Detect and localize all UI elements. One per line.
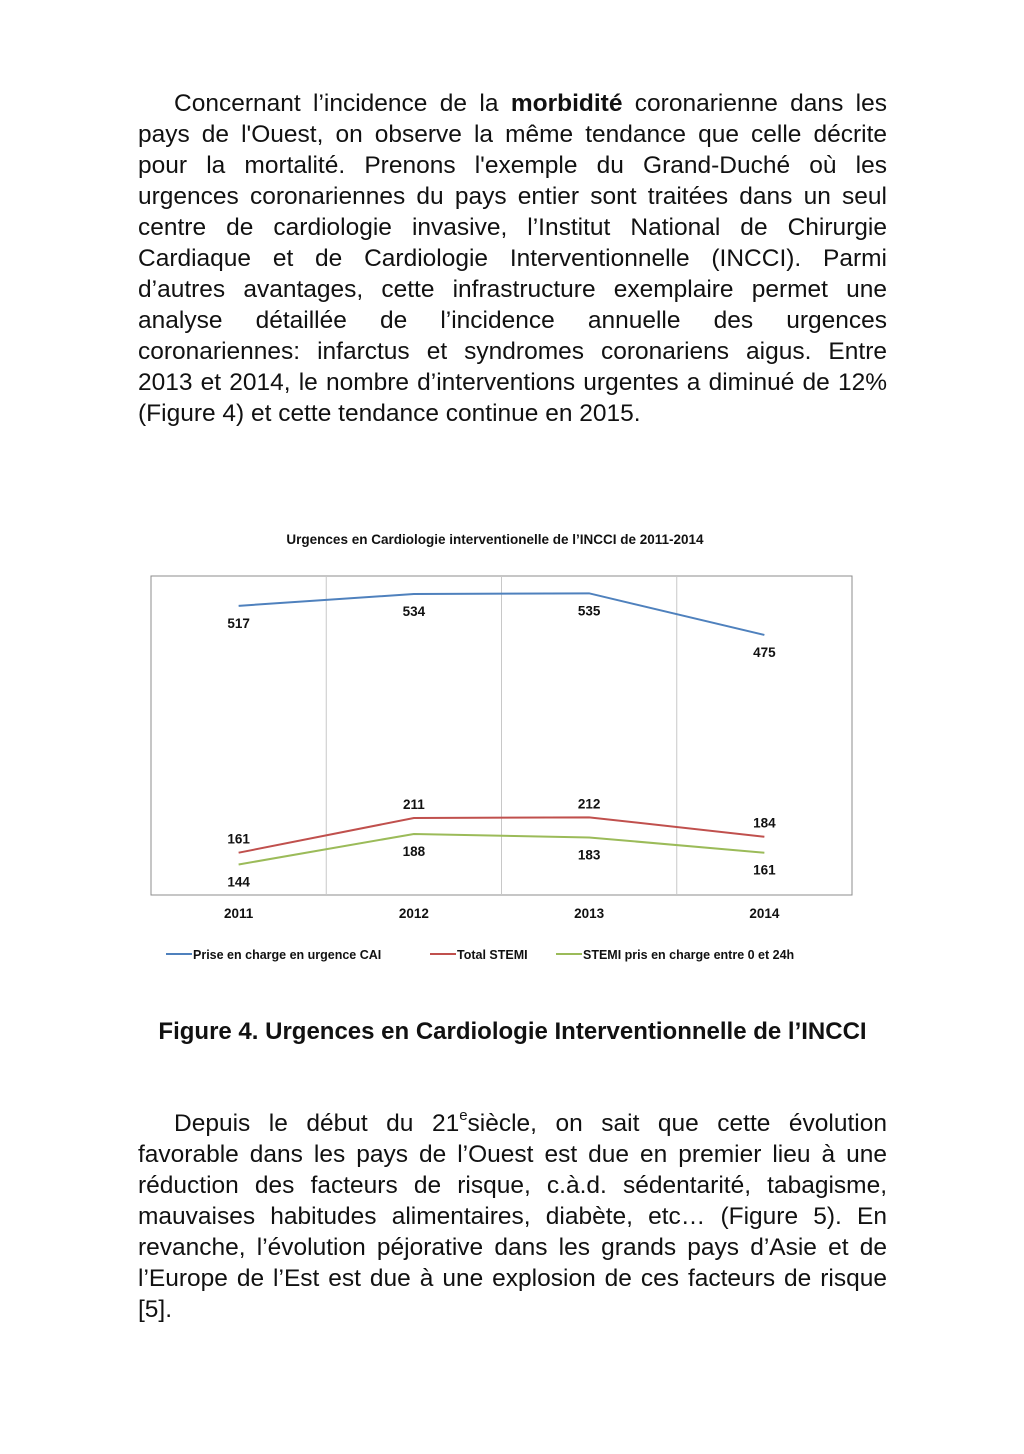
line-chart: [0, 560, 1024, 980]
data-label: 161: [753, 862, 776, 878]
intro-paragraph: [138, 88, 887, 429]
x-tick-label: 2014: [749, 906, 780, 921]
paragraph-text: coronarienne dans les pays de l'Ouest, on observe la même tendance que celle décrite pour la mortalité. Prenons l'exemple du Grand-Duché où les urgences coronariennes du pays entier sont traitées dans un seul centre de cardiologie invasive, l’Institut National de Chirurgie Cardiaque et de Cardiologie Interventionnelle (INCCI). Parmi d’autres avantages, cette infrastructure exemplaire permet une analyse détaillée de l’incidence annuelle des urgences coronariennes: infarctus et syndromes coronariens aigus. Entre 2013 et 2014, le nombre d’interventions urgentes a diminué de 12% (Figure 4) et cette tendance continue en 2015.: [138, 90, 887, 427]
superscript: e: [459, 1107, 468, 1124]
data-label: 184: [753, 815, 776, 831]
data-label: 183: [577, 847, 601, 863]
x-tick-label: 2011: [223, 906, 254, 921]
data-label: 212: [577, 796, 601, 812]
paragraph-text: Concernant l’incidence de la: [174, 90, 511, 117]
paragraph-text: Depuis le début du 21: [174, 1110, 460, 1137]
data-label: 475: [753, 644, 776, 660]
chart-title: Urgences en Cardiologie interventionelle de l’INCCI de 2011-2014: [286, 532, 704, 547]
data-label: 188: [402, 843, 426, 859]
data-label: 535: [577, 603, 601, 619]
bold-term: morbidité: [510, 90, 623, 117]
data-label: 161: [227, 831, 250, 847]
legend-label: Total STEMI: [457, 948, 528, 962]
figure-caption: Figure 4. Urgences en Cardiologie Interventionnelle de l’INCCI: [158, 1018, 867, 1045]
data-label: 517: [227, 615, 250, 631]
data-label: 211: [402, 797, 425, 813]
paragraph-text: siècle, on sait que cette évolution favorable dans les pays de l’Ouest est due en premier lieu à une réduction des facteurs de risque, c.à.d. sédentarité, tabagisme, mauvaises habitudes alimentaires, diabète, etc… (Figure 5). En revanche, l’évolution péjorative dans les grands pays d’Asie et de l’Europe de l’Est est due à une explosion de ces facteurs de risque [5].: [138, 1110, 888, 1323]
legend-label: STEMI pris en charge entre 0 et 24h: [583, 948, 795, 962]
body-paragraph: [138, 1108, 887, 1325]
x-tick-label: 2013: [574, 906, 605, 921]
legend-label: Prise en charge en urgence CAI: [193, 948, 382, 962]
data-label: 534: [402, 604, 426, 620]
data-label: 144: [227, 874, 250, 890]
x-tick-label: 2012: [398, 906, 429, 921]
